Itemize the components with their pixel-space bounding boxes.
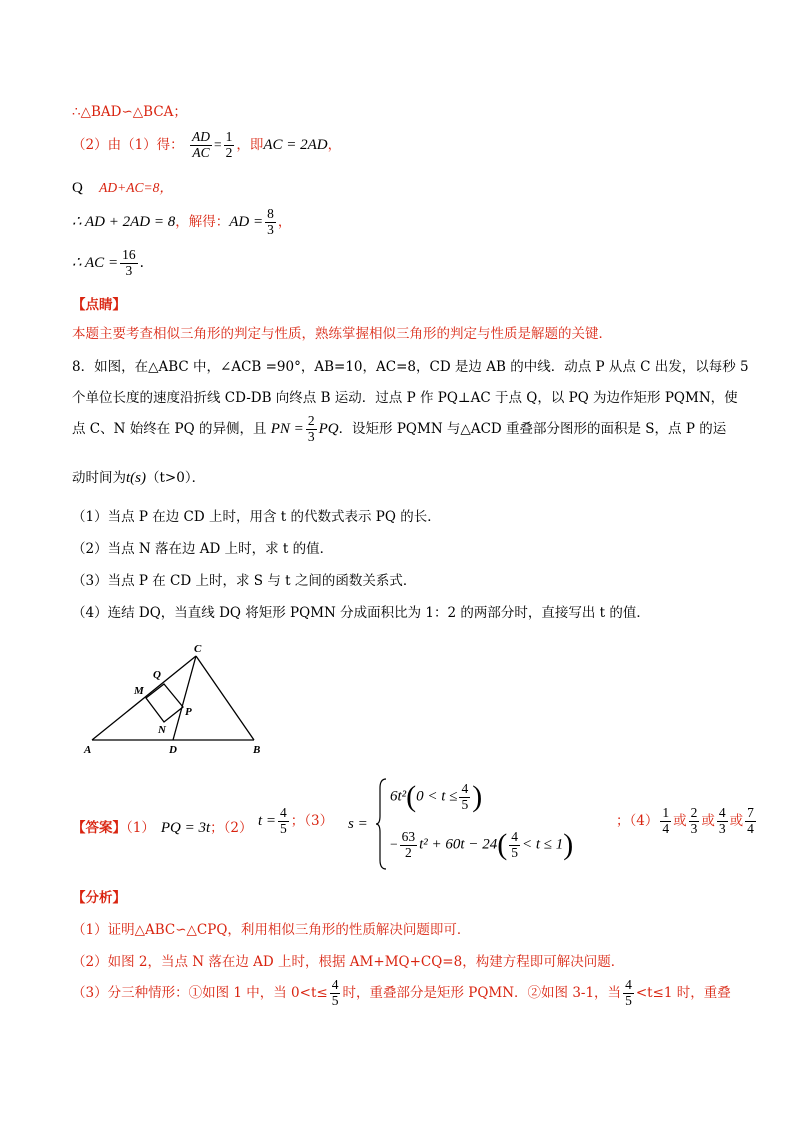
right-paren-2: ) <box>563 828 574 861</box>
problem-line-3b: ．设矩形 PQMN 与△ACD 重叠部分图形的面积是 S，点 P 的运 <box>338 420 727 437</box>
label-c: C <box>194 643 202 655</box>
solve-label: ，解得： <box>175 213 230 230</box>
problem-line-2: 个单位长度的速度沿折线 CD-DB 向终点 B 运动．过点 P 作 PQ⊥AC 于点 Q，以 PQ 为边作矩形 PQMN，使 <box>72 390 738 406</box>
ac-result-line <box>72 248 144 279</box>
eight-thirds-fraction: $\frac{8}{3}$ <box>267 206 274 237</box>
question-1: （1）当点 P 在边 CD 上时，用含 t 的代数式表示 PQ 的长． <box>72 509 441 525</box>
case1-four-fifths: $\frac{4}{5}$ <box>461 780 469 812</box>
case2-four-fifths: $\frac{4}{5}$ <box>511 828 518 860</box>
piecewise-case-1 <box>390 780 482 814</box>
or-2: 或 <box>701 812 715 829</box>
because-symbol: Q <box>72 180 83 196</box>
pq-symbol: PQ <box>318 420 339 437</box>
analysis-four-fifths-1: $\frac{4}{5}$ <box>331 977 339 1008</box>
problem-line-3 <box>72 414 726 445</box>
problem-line-4b: （t>0）． <box>146 470 206 486</box>
answer-part4 <box>616 806 758 837</box>
problem-line-3a: 点 C、N 始终在 PQ 的异侧，且 <box>72 420 267 437</box>
segment-ac <box>92 656 196 740</box>
analysis-line-3 <box>72 978 731 1009</box>
answer-t-value <box>258 806 333 837</box>
case2-condition: < t ≤ 1 <box>521 836 564 853</box>
s-equals: s = <box>348 816 368 832</box>
or-1: 或 <box>673 812 687 829</box>
one-quarter: $\frac{1}{4}$ <box>662 805 670 836</box>
piecewise-case-2 <box>390 828 573 862</box>
solve-line <box>72 207 291 238</box>
four-thirds: $\frac{4}{3}$ <box>718 805 726 836</box>
part2-end: ， <box>327 136 342 153</box>
label-n: N <box>158 724 166 736</box>
analysis-four-fifths-2: $\frac{4}{5}$ <box>625 977 632 1008</box>
equals-sign: = <box>213 136 222 152</box>
answer-heading: 【答案】 <box>72 820 126 836</box>
label-m: M <box>134 685 144 697</box>
conclusion-line-1 <box>72 100 187 120</box>
dianjing-text: 本题主要考查相似三角形的判定与性质，熟练掌握相似三角形的判定与性质是解题的关键． <box>72 326 612 342</box>
segment-cd <box>173 656 196 740</box>
label-a: A <box>84 744 92 756</box>
analysis-3b: 时，重叠部分是矩形 PQMN．②如图 3-1，当 <box>342 984 622 1001</box>
right-paren: ) <box>472 780 483 813</box>
analysis-line-1: （1）证明△ABC∽△CPQ，利用相似三角形的性质解决问题即可． <box>72 922 471 938</box>
or-3: 或 <box>729 812 744 829</box>
rectangle-pqmn <box>146 684 183 722</box>
two-thirds: $\frac{2}{3}$ <box>690 805 698 836</box>
seven-quarters: $\frac{7}{4}$ <box>747 805 754 836</box>
equation: ∴ AD + 2AD = 8 <box>72 213 176 230</box>
part2-line <box>72 130 341 161</box>
problem-line-1: 8．如图，在△ABC 中，∠ACB =90°，AB=10，AC=8，CD 是边 AB 的中线．动点 P 从点 C 出发，以每秒 5 <box>72 359 749 375</box>
analysis-heading: 【分析】 <box>72 890 126 906</box>
case2-expression: t² + 60t − 24 <box>419 836 498 853</box>
question-2: （2）当点 N 落在边 AD 上时，求 t 的值． <box>72 541 334 557</box>
time-symbol: t(s) <box>126 470 146 486</box>
analysis-3a: （3）分三种情形：①如图 1 中，当 0<t≤ <box>72 984 328 1001</box>
answer-part4-label: ；（4） <box>616 812 659 829</box>
t-equals: t = <box>258 812 277 829</box>
ad-over-ac-fraction: $\frac{AD}{AC}$ <box>191 129 210 160</box>
answer-part3-label: ；（3） <box>290 812 334 829</box>
ac-equals: ∴ AC = <box>72 254 119 271</box>
problem-line-4 <box>72 466 205 487</box>
sixtythree-halves: $\frac{63}{2}$ <box>401 828 416 860</box>
part2-mid: ，即 <box>236 136 264 153</box>
minus-sign: − <box>390 836 398 852</box>
conclusion-text: ∴△BAD∽△BCA； <box>72 104 187 120</box>
two-thirds-fraction: $\frac{2}{3}$ <box>307 413 315 444</box>
half-fraction: $\frac{1}{2}$ <box>225 129 233 160</box>
ac-equals-2ad: AC = 2AD <box>263 136 328 153</box>
pn-equals: PN = <box>270 420 304 437</box>
dianjing-heading: 【点睛】 <box>72 297 126 313</box>
answer-part1-label: （1） <box>126 820 155 836</box>
sum-condition: AD+AC=8， <box>99 180 173 195</box>
four-fifths-fraction: $\frac{4}{5}$ <box>280 805 287 836</box>
case1-expression: 6t² <box>390 788 407 805</box>
because-line <box>72 176 173 197</box>
segment-cb <box>196 656 254 740</box>
question-3: （3）当点 P 在 CD 上时，求 S 与 t 之间的函数关系式． <box>72 573 417 589</box>
left-paren: ( <box>406 780 417 813</box>
label-d: D <box>169 744 177 756</box>
geometry-figure <box>82 640 282 760</box>
analysis-line-2: （2）如图 2，当点 N 落在边 AD 上时，根据 AM+MQ+CQ=8，构建方程即可解决问题． <box>72 954 625 970</box>
question-4: （4）连结 DQ，当直线 DQ 将矩形 PQMN 分成面积比为 1：2 的两部分时，直接写出 t 的值． <box>72 605 650 621</box>
problem-line-4a: 动时间为 <box>72 470 126 486</box>
answer-part2-label: ；（2） <box>210 820 253 836</box>
pq-equals-3t: PQ = 3t <box>160 820 211 836</box>
period: . <box>139 254 144 271</box>
piecewise-brace <box>375 778 387 870</box>
analysis-3c: <t≤1 时，重叠 <box>635 984 731 1001</box>
label-q: Q <box>153 669 161 681</box>
solve-end: ， <box>277 213 292 230</box>
answer-lead <box>72 816 252 837</box>
ad-equals: AD = <box>229 213 264 230</box>
case1-condition: 0 < t ≤ <box>416 788 458 805</box>
part2-prefix: （2）由（1）得： <box>72 136 184 153</box>
label-p: P <box>185 706 192 718</box>
left-paren-2: ( <box>497 828 508 861</box>
sixteen-thirds-fraction: $\frac{16}{3}$ <box>122 247 136 278</box>
label-b: B <box>253 744 261 756</box>
